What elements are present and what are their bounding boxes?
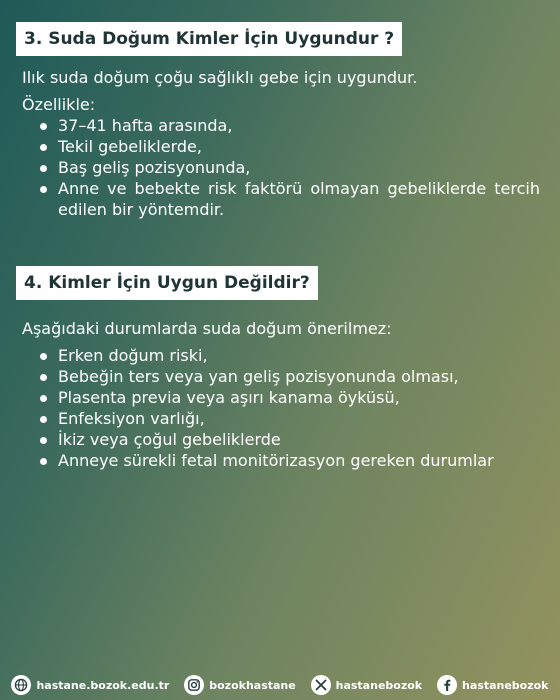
x-link[interactable]: [311, 675, 422, 695]
globe-icon: [11, 675, 31, 695]
list-item: Baş geliş pozisyonunda,: [38, 157, 540, 178]
instagram-label: bozokhastane: [209, 678, 296, 692]
website-link[interactable]: [11, 675, 169, 695]
section-4-heading: 4. Kimler İçin Uygun Değildir?: [16, 266, 318, 300]
list-item: Anneye sürekli fetal monitörizasyon gereken durumlar: [38, 450, 540, 471]
section-3-content: [22, 67, 540, 220]
facebook-label: hastanebozok: [462, 678, 549, 692]
facebook-icon: [437, 675, 457, 695]
section-4-list: [22, 345, 540, 471]
social-footer: [0, 670, 560, 700]
list-item: Erken doğum riski,: [38, 345, 540, 366]
list-item: 37–41 hafta arasında,: [38, 115, 540, 136]
list-item: Anne ve bebekte risk faktörü olmayan gebeliklerde tercih edilen bir yöntemdir.: [38, 178, 540, 220]
list-item: İkiz veya çoğul gebeliklerde: [38, 429, 540, 450]
section-3-intro: Ilık suda doğum çoğu sağlıklı gebe için uygundur.: [22, 68, 418, 87]
instagram-icon: [184, 675, 204, 695]
section-3-list: [22, 115, 540, 220]
section-3-sublabel: Özellikle:: [22, 95, 96, 114]
list-item: Bebeğin ters veya yan geliş pozisyonunda olması,: [38, 366, 540, 387]
facebook-link[interactable]: [437, 675, 548, 695]
x-icon: [311, 675, 331, 695]
section-4-intro: Aşağıdaki durumlarda suda doğum önerilmez:: [22, 319, 392, 338]
list-item: Plasenta previa veya aşırı kanama öyküsü,: [38, 387, 540, 408]
list-item: Enfeksiyon varlığı,: [38, 408, 540, 429]
x-label: hastanebozok: [335, 678, 423, 692]
section-3-heading: 3. Suda Doğum Kimler İçin Uygundur ?: [16, 22, 402, 56]
instagram-link[interactable]: [184, 675, 295, 695]
section-4-content: [22, 318, 540, 471]
website-label: hastane.bozok.edu.tr: [36, 678, 170, 692]
list-item: Tekil gebeliklerde,: [38, 136, 540, 157]
